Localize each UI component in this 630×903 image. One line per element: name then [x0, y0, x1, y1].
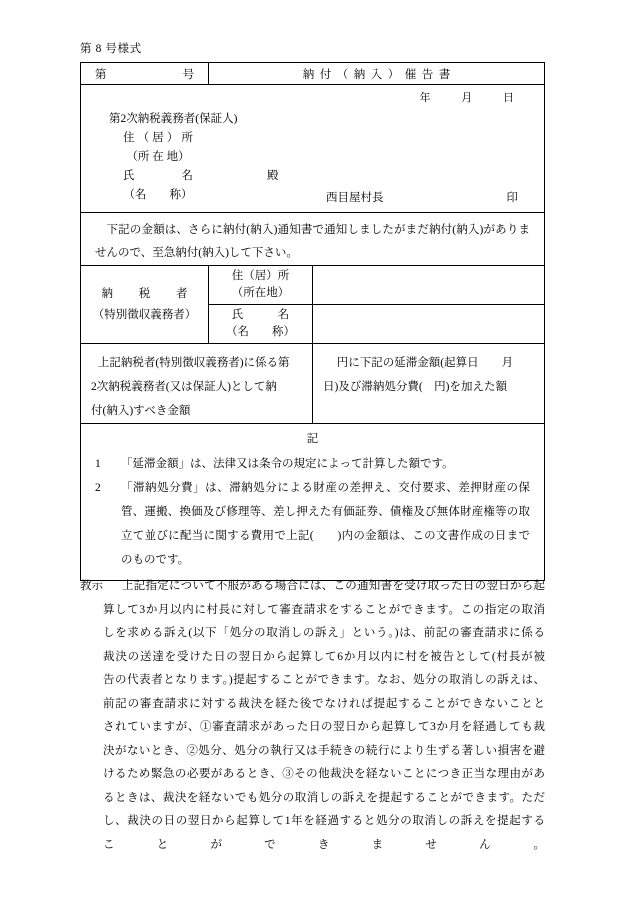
amount-detail-line1: 円に下記の延滞金額(起算日 月	[336, 357, 514, 369]
table-row-amount	[81, 344, 545, 424]
signer-row	[81, 189, 544, 209]
amount-description-cell	[81, 344, 313, 424]
taxpayer-label-main: 納 税 者	[101, 287, 188, 300]
instruction-line: 算して3か月以内に村長に対して審査請求をすることができます。この指定の取消	[103, 603, 545, 616]
taxpayer-address-input[interactable]	[313, 266, 545, 305]
note-number: 2	[95, 482, 101, 494]
notes-cell	[81, 424, 545, 581]
addressee-cell	[81, 85, 545, 213]
taxpayer-name-header	[209, 305, 313, 344]
instruction-line: 上記指定について不服がある場合には、この通知書を受け取った日の翌日から起	[122, 580, 545, 592]
table-row-notice	[81, 213, 545, 266]
table-row-addressee	[81, 85, 545, 213]
date-month-label: 月	[461, 92, 473, 104]
taxpayer-address-header-line1: 住（居）所	[231, 270, 290, 282]
addressee-name-row	[123, 167, 279, 186]
instruction-section	[80, 575, 545, 857]
amount-description-line3: 付(納入)すべき金額	[91, 405, 191, 417]
notes-heading: 記	[306, 433, 319, 445]
note-text: 「滞納処分費」は、滞納処分による財産の差押え、交付要求、差押財産の保管、運搬、換価及び修理等、差し押えた有価証券、債権及び無体財産権等の取立て並びに配当に関する費用で上記( )内の金額は、この文書作成の日までのものです。	[121, 482, 530, 566]
secondary-taxpayer-title: 第2次納税義務者(保証人)	[109, 113, 238, 125]
instruction-line: けるため緊急の必要があるとき、③その他裁決を経ないことにつき正当な理由があ	[103, 768, 545, 780]
issuer-name: 西目屋村長	[326, 192, 384, 204]
taxpayer-address-header	[209, 266, 313, 305]
instruction-line: 前記の審査請求に対する裁決を経た後でなければ提起することができないことと	[103, 697, 545, 710]
document-title-cell	[209, 63, 545, 85]
table-row-taxpayer-address	[81, 266, 545, 305]
note-number: 1	[95, 458, 101, 470]
instruction-label: 教示	[80, 580, 103, 592]
note-item	[95, 476, 530, 572]
amount-detail-cell	[313, 344, 545, 424]
notice-form-table	[80, 62, 545, 581]
instruction-line: るときは、裁決を経ないでも処分の取消しの訴えを提起することができます。ただ	[103, 791, 545, 804]
table-row-notes	[81, 424, 545, 581]
taxpayer-name-header-line1: 氏 名	[231, 309, 290, 321]
instruction-line: しを求める訴え(以下「処分の取消しの訴え」という。)は、前記の審査請求に係る	[103, 627, 545, 639]
addressee-honorific: 殿	[267, 170, 279, 182]
note-text: 「延滞金額」は、法律又は条令の規定によって計算した額です。	[121, 458, 454, 470]
taxpayer-label-cell	[81, 266, 209, 344]
notice-number-label: 第 号	[95, 68, 195, 81]
addressee-entity-name-label: （名 称）	[123, 189, 193, 201]
seal-mark: 印	[506, 192, 518, 204]
amount-detail-line2: 日)及び滞納処分費( 円)を加えた額	[323, 381, 507, 393]
instruction-line: 裁決の送達を受けた日の翌日から起算して6か月以内に村を被告として(村長が被	[103, 650, 545, 663]
document-title: 納付（納入）催告書	[302, 68, 456, 81]
taxpayer-label-sub: （特別徴収義務者）	[92, 308, 197, 321]
instruction-line: 決がないとき、②処分、処分の執行又は手続きの続行により生ずる著しい損害を避	[103, 744, 545, 757]
addressee-location-label: （所 在 地）	[126, 151, 190, 163]
form-number-label: 第 8 号様式	[80, 43, 142, 55]
addressee-location-row	[123, 148, 193, 167]
instruction-line: し、裁決の日の翌日から起算して1年を経過すると処分の取消しの訴えを提起する	[103, 815, 545, 827]
taxpayer-address-header-line2: （所在地）	[231, 287, 290, 299]
instruction-line: 告の代表者となります。)提起することができます。なお、処分の取消しの訴えは、	[103, 674, 545, 686]
instruction-line: されていますが、①審査請求があった日の翌日から起算して3か月を経過しても裁	[103, 721, 545, 733]
table-row-header	[81, 63, 545, 85]
notice-paragraph-cell	[81, 213, 545, 266]
notice-paragraph-text: 下記の金額は、さらに納付(納入)通知書で通知しましたがまだ納付(納入)がありませんので、至急納付(納入)して下さい。	[95, 224, 530, 259]
date-day-label: 日	[503, 92, 514, 104]
note-item	[95, 452, 530, 476]
notice-number-cell	[81, 63, 209, 85]
date-year-label: 年	[419, 92, 431, 104]
instruction-line: ことができません。	[103, 838, 545, 851]
addressee-address-row	[123, 129, 193, 148]
instruction-first-row	[80, 575, 545, 599]
date-line	[420, 89, 515, 105]
amount-description-line2: 2次納税義務者(又は保証人)として納	[91, 381, 277, 393]
taxpayer-name-header-line2: （名 称）	[226, 326, 296, 338]
taxpayer-name-input[interactable]	[313, 305, 545, 344]
addressee-name-label: 氏 名	[123, 170, 193, 182]
amount-description-line1: 上記納税者(特別徴収義務者)に係る第	[97, 357, 290, 369]
addressee-address-label: 住（居）所	[123, 132, 193, 144]
